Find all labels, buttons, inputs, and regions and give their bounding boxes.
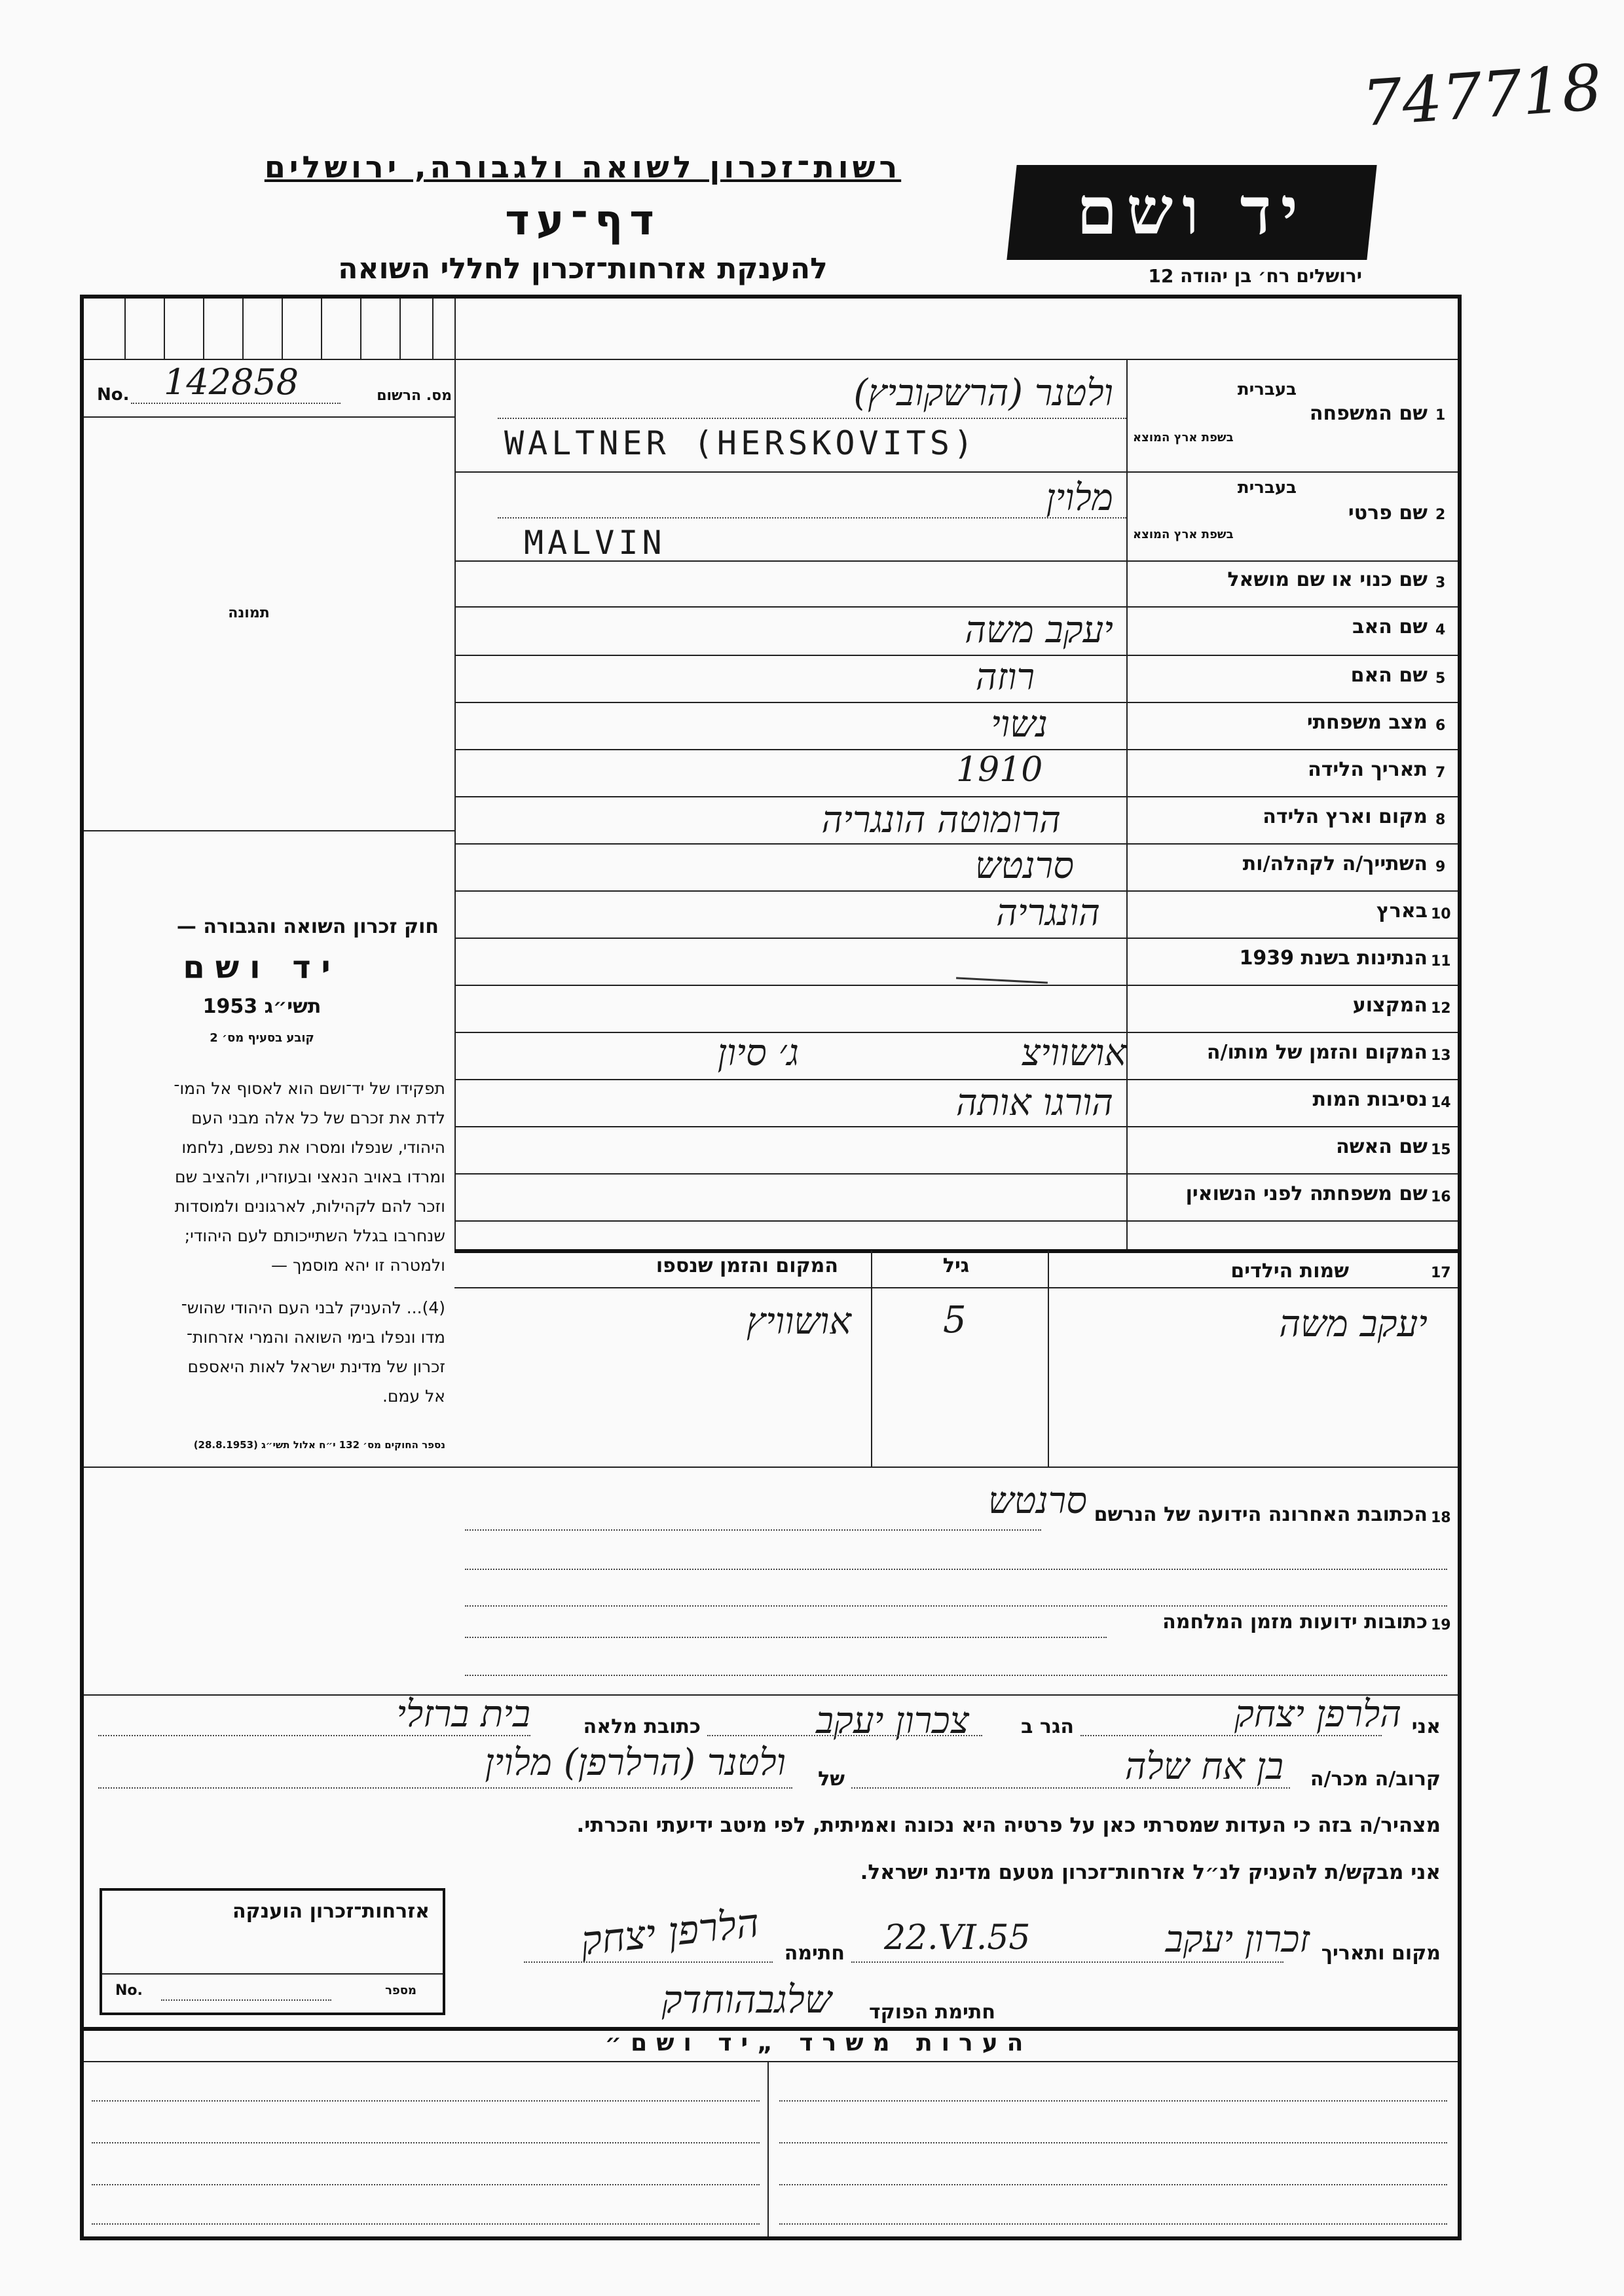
field-label-last-address: הכתובת האחרונה הידועה של הנרשם [1094, 1503, 1428, 1526]
officer-signature-label: חתימת הפוקד [869, 2001, 995, 2024]
law-line: (4)... להעניק לבני העם היהודי שהוש־ [181, 1298, 445, 1317]
field-label-first-name: שם פרטי [1348, 501, 1428, 524]
law-line: אל עמם. [382, 1387, 445, 1406]
field-label-community: השתייך/ה לקהלה/ות [1242, 852, 1428, 875]
law-line: מדו ונפלו בימי השואה והמרי אזרחות־ [186, 1328, 445, 1347]
death-circumstances-value: הורגו אותה [955, 1082, 1113, 1124]
form-subtitle: להענקת אזרחות־זכרון לחללי השואה [338, 252, 828, 285]
law-line: זכרון של מדינת ישראל לאות היאספם [187, 1357, 445, 1376]
field-label-birth-place: מקום וארץ הלידה [1263, 805, 1428, 828]
citizenship-scribble [956, 977, 1048, 983]
field-number-5: 5 [1435, 670, 1446, 687]
field-label-wartime-addresses: כתובות ידועות מזמן המלחמה [1162, 1611, 1428, 1633]
field-label-death-circumstances: נסיבות המות [1312, 1088, 1428, 1111]
declarant-name: הלרפן יצחק [1234, 1693, 1401, 1736]
family-name-hebrew: ולטנר (הרשקוביץ) [853, 372, 1113, 414]
field-label-wife-name: שם האשה [1336, 1135, 1428, 1158]
frame-top [80, 295, 1462, 299]
first-name-native: MALVIN [524, 524, 666, 562]
date-value: 22.VI.55 [884, 1918, 1031, 1958]
field-label-country: בארץ [1376, 900, 1428, 922]
office-notes-title: הערות משרד „יד ושם״ [604, 2030, 1033, 2056]
declaration-statement-2: אני מבקש/ת להעניק לנ״ל אזרחות־זכרון מטעם מדינת ישראל. [860, 1861, 1441, 1884]
field-number-18: 18 [1431, 1510, 1451, 1526]
field-label-father-name: שם האב [1352, 615, 1428, 638]
field-number-17: 17 [1431, 1265, 1451, 1281]
field-number-15: 15 [1431, 1142, 1451, 1158]
field-number-11: 11 [1431, 953, 1451, 970]
declaration-ani-label: אני [1411, 1715, 1441, 1738]
declarant-city: צכרון יעקב [816, 1700, 969, 1742]
law-line: ולמטרה זו יהא מוסמך — [271, 1256, 445, 1275]
frame-bottom [80, 2236, 1462, 2240]
law-clause-ref: קובע בסעיף מס׳ 2 [210, 1031, 314, 1045]
mother-name-value: רוזה [975, 656, 1035, 699]
birth-place-value: הרומוטה הונגריה [821, 799, 1061, 841]
community-value: סרנטש [974, 845, 1074, 887]
law-title: חוק זכרון השואה והגבורה — [176, 915, 439, 938]
field-number-13: 13 [1431, 1048, 1451, 1064]
field-label-family-name: שם המשפחה [1309, 402, 1428, 425]
declaration-relation-label: קרוב/ה מכר/ה [1310, 1768, 1441, 1791]
field-number-19: 19 [1431, 1617, 1451, 1633]
field-label-marital-status: מצב משפחתי [1306, 711, 1428, 734]
children-header-age: גיל [942, 1254, 970, 1277]
label-column-divider [1126, 359, 1128, 1249]
relation-value: בן אח שלה [1124, 1745, 1283, 1788]
stamp-box-title: אזרחות־זכרון הוענקה [232, 1900, 430, 1923]
law-name: יד ושם [183, 949, 341, 986]
law-line: שנחרבו בגלל השתייכותם לעם היהודי; [184, 1226, 445, 1245]
frame-right [1458, 295, 1462, 2240]
declarant-address: בית ברזלי [396, 1693, 530, 1736]
children-header-place: המקום והזמן שנספו [655, 1254, 838, 1277]
field-sublabel-hebrew: בעברית [1237, 380, 1297, 399]
law-line: היהודי, שנפלו ומסרו את נפשם, נלחמו [181, 1138, 445, 1157]
stamp-box-number-en: No. [115, 1982, 143, 1999]
law-line: ומרדו באויב הנאצי ובעוזריו, ולהציב שם [175, 1167, 445, 1186]
signature-label: חתימה [784, 1942, 845, 1965]
law-year: תשי״ג 1953 [202, 995, 322, 1018]
officer-signature-value: שלגבהוחדק [661, 1977, 832, 2022]
child-name: יעקב משה [1279, 1303, 1428, 1345]
authority-line: רשות־זכרון לשואה ולגבורה, ירושלים [264, 149, 902, 185]
declaration-statement-1: מצהיר/ה בזה כי העדות שמסרתי כאן על פרטיה היא נכונה ואמיתית, לפי מיטב ידיעתי והכרתי. [576, 1813, 1441, 1837]
field-number-1: 1 [1435, 407, 1446, 424]
place-value: זכרון יעקב [1165, 1918, 1310, 1961]
signature-value: הלרפן יצחק [578, 1900, 762, 1965]
first-name-hebrew: מלוין [1046, 477, 1113, 519]
field-number-3: 3 [1435, 575, 1446, 591]
logo-address: ירושלים רח׳ בן יהודה 12 [1148, 265, 1362, 287]
country-value: הונגריה [996, 892, 1100, 934]
field-number-6: 6 [1435, 718, 1446, 734]
field-label-death-place-time: המקום והזמן של מותו/ה [1206, 1041, 1428, 1064]
field-label-nickname: שם כנוי או שם מושאל [1227, 568, 1428, 591]
child-age: 5 [943, 1299, 967, 1341]
field-number-16: 16 [1431, 1189, 1451, 1205]
field-number-7: 7 [1435, 765, 1446, 781]
stamp-box-number-he: מספר [385, 1984, 416, 1997]
death-date-value: ג׳ סיון [717, 1032, 799, 1074]
field-number-2: 2 [1435, 507, 1446, 523]
registration-label-he: מס. הרשום [377, 388, 452, 404]
last-address-value: סרנטש [987, 1480, 1087, 1522]
logo-text: יד ושם [1077, 172, 1307, 249]
children-header-names: שמות הילדים [1230, 1260, 1349, 1283]
field-number-4: 4 [1435, 622, 1446, 638]
place-date-label: מקום ותאריך [1321, 1942, 1441, 1965]
field-number-8: 8 [1435, 812, 1446, 828]
field-sublabel-hebrew-2: בעברית [1237, 478, 1297, 498]
deceased-name: ולטנר (הרלרפן) מלוין [485, 1741, 786, 1784]
field-label-birth-date: תאריך הלידה [1308, 758, 1428, 781]
field-number-12: 12 [1431, 1000, 1451, 1017]
field-sublabel-native: בשפת ארץ המוצא [1133, 431, 1234, 445]
marital-status-value: נשוי [991, 703, 1048, 746]
family-name-native: WALTNER (HERSKOVITS) [504, 424, 978, 462]
declaration-of-label: של [818, 1768, 845, 1791]
field-label-occupation: המקצוע [1352, 994, 1428, 1017]
law-footnote: נספר החוקים מס׳ 132 י״ח אלול תשי״ג (28.8.1953) [193, 1439, 445, 1451]
field-number-10: 10 [1431, 906, 1451, 922]
child-death-place: אושוויץ [746, 1300, 851, 1343]
birth-date-value: 1910 [956, 750, 1043, 790]
field-number-14: 14 [1431, 1095, 1451, 1111]
declaration-address-label: כתובת מלאה [583, 1715, 701, 1738]
field-number-9: 9 [1435, 859, 1446, 875]
law-line: לדת את זכרם של כל אלה מבני העם [191, 1108, 445, 1127]
field-label-maiden-name: שם משפחתה לפני הנשואין [1185, 1182, 1428, 1205]
law-line: וזכר להם לקהילות, לארגונים ולמוסדות [174, 1197, 445, 1216]
archive-number: 747718 [1359, 50, 1604, 141]
field-label-citizenship-1939: הנתינות בשנת 1939 [1239, 947, 1428, 970]
registration-number: 142858 [164, 361, 299, 403]
registration-label-en: No. [97, 385, 130, 405]
death-place-value: אושוויצ [1021, 1032, 1126, 1074]
form-title: דף־עד [505, 196, 661, 245]
field-label-mother-name: שם האם [1350, 664, 1428, 687]
field-sublabel-native-2: בשפת ארץ המוצא [1133, 528, 1234, 541]
left-column-divider [454, 299, 456, 1252]
father-name-value: יעקב משה [965, 609, 1113, 651]
citizenship-granted-box [100, 1888, 445, 2015]
declaration-resides-label: הגר ב [1021, 1715, 1074, 1738]
photo-label: תמונה [228, 605, 270, 621]
law-line: תפקידו של יד־ושם הוא לאסוף אל המו־ [174, 1079, 445, 1098]
frame-left [80, 295, 84, 2240]
